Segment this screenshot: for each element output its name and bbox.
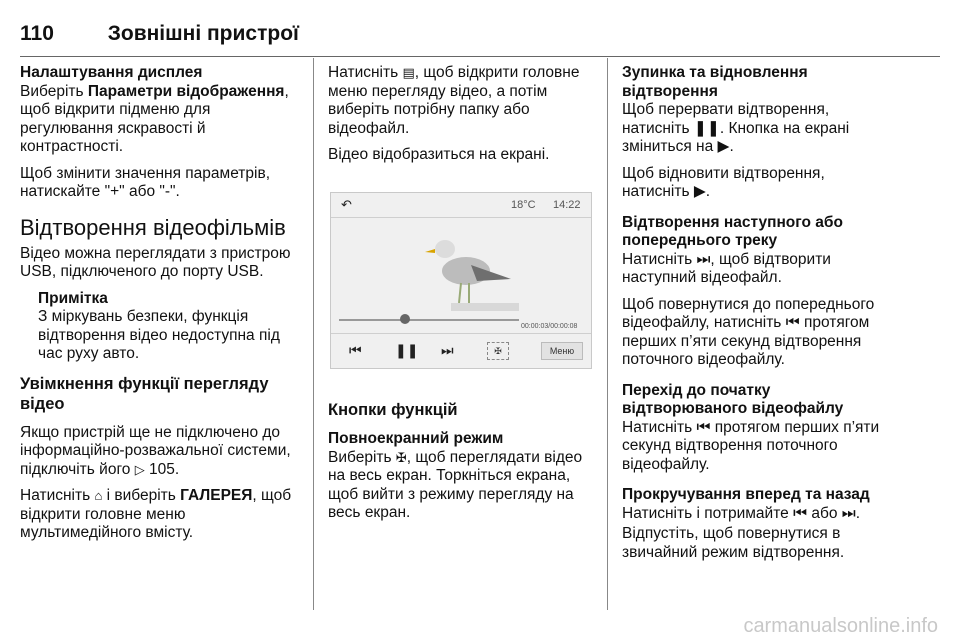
- paragraph-pause: Щоб перервати відтворення, натисніть ❚❚. Кнопка на екрані зміниться на ▶.: [622, 101, 850, 155]
- paragraph-next: Натисніть ⏭, щоб відтворити наступний відеофайл.: [622, 250, 831, 286]
- previous-track-icon[interactable]: ⏮: [349, 342, 362, 358]
- screen-menu-button[interactable]: Меню: [541, 342, 583, 360]
- column-divider-1: [313, 58, 314, 610]
- gallery-label: ГАЛЕРЕЯ: [180, 487, 253, 504]
- column-1: [20, 64, 302, 551]
- heading-display-settings: Налаштування дисплея: [20, 64, 203, 81]
- next-track-icon-inline: ⏭: [696, 250, 711, 268]
- heading-function-buttons: Кнопки функцій: [328, 401, 458, 419]
- folder-icon: ▤: [402, 65, 415, 80]
- paragraph-open-gallery: Натисніть ⌂ і виберіть ГАЛЕРЕЯ, щоб відкрити головне меню мультимедійного вмісту.: [20, 487, 292, 541]
- video-progress-knob[interactable]: [400, 314, 410, 324]
- screen-temperature: 18°C: [511, 199, 536, 211]
- page-number: 110: [20, 22, 54, 45]
- column-3: [622, 64, 890, 570]
- next-track-icon[interactable]: ⏭: [441, 342, 454, 358]
- paragraph-release: Відпустіть, щоб повернутися в звичайний режим відтворення.: [622, 525, 845, 561]
- paragraph-video-shown: Відео відобразиться на екрані.: [328, 146, 550, 163]
- note-title: Примітка: [38, 289, 108, 307]
- heading-enable-video: Увімкнення функції перегляду відео: [20, 374, 269, 413]
- paragraph-connect-device: Якщо пристрій ще не підключено до інформаційно-розважальної системи, підключіть його ▷ 105.: [20, 423, 291, 478]
- heading-fast-forward-rewind: Прокручування вперед та назад: [622, 486, 870, 503]
- pause-icon[interactable]: ❚❚: [395, 342, 419, 358]
- video-controls: [331, 333, 591, 368]
- paragraph-resume: Щоб відновити відтворення, натисніть ▶.: [622, 164, 825, 200]
- note-text: З міркувань безпеки, функція відтворення відео недоступна під час руху авто.: [38, 308, 280, 362]
- next-track-icon-inline-2: ⏭: [841, 504, 856, 522]
- heading-video-playback: Відтворення відеофільмів: [20, 214, 286, 240]
- column-2: [328, 64, 596, 173]
- paragraph-fullscreen: Виберіть ✠, щоб переглядати відео на весь екран. Торкніться екрана, щоб вийти з режиму перегляду на весь екран.: [328, 448, 583, 521]
- video-screen-illustration: [330, 192, 592, 369]
- previous-track-icon-inline-3: ⏮: [793, 504, 808, 522]
- screen-top-bar: [331, 193, 591, 218]
- column-2-lower: [328, 400, 596, 531]
- paragraph-change-values: Щоб змінити значення параметрів, натискайте "+" або "-".: [20, 164, 271, 200]
- paragraph-display-settings: Виберіть Параметри відображення, щоб відкрити підменю для регулювання яскравості й контрастності.: [20, 82, 289, 155]
- back-arrow-icon[interactable]: ↶: [341, 197, 352, 212]
- page-reference-icon: ▷: [134, 461, 145, 477]
- play-icon-inline: ▶: [717, 138, 730, 155]
- page-header: [20, 22, 299, 46]
- fullscreen-icon-inline: ✠: [395, 449, 407, 465]
- header-divider: [20, 56, 940, 57]
- previous-track-icon-inline: ⏮: [785, 314, 800, 331]
- home-icon: ⌂: [94, 488, 103, 503]
- paragraph-previous: Щоб повернутися до попереднього відеофайлу, натисніть ⏮ протягом перших п’яти секунд відтворення поточного відеофайлу.: [622, 295, 875, 368]
- seagull-illustration: [411, 221, 521, 313]
- screen-clock: 14:22: [553, 199, 581, 211]
- play-icon-inline-2: ▶: [693, 183, 706, 200]
- heading-fullscreen-mode: Повноекранний режим: [328, 430, 504, 447]
- safety-note: [38, 290, 302, 364]
- video-progress-bar[interactable]: [339, 319, 519, 321]
- previous-track-icon-inline-2: ⏮: [696, 418, 711, 436]
- paragraph-open-video-menu: Натисніть ▤, щоб відкрити головне меню перегляду відео, а потім виберіть потрібну папку або відеофайл.: [328, 64, 580, 137]
- link-display-parameters[interactable]: Параметри відображення: [87, 82, 285, 100]
- paragraph-hold: Натисніть і потримайте ⏮ або ⏭.: [622, 504, 861, 522]
- video-timecode: 00:00:03/00:00:08: [521, 323, 578, 330]
- pause-icon-inline: ❚❚: [693, 119, 720, 137]
- paragraph-video-usb: Відео можна переглядати з пристрою USB, підключеного до порту USB.: [20, 244, 291, 280]
- fullscreen-icon[interactable]: ✠: [487, 342, 509, 360]
- heading-jump-to-start: Перехід до початку відтворюваного відеофайлу: [622, 381, 844, 417]
- column-divider-2: [607, 58, 608, 610]
- heading-next-previous: Відтворення наступного або попереднього треку: [622, 213, 843, 249]
- paragraph-jump-start: Натисніть ⏮ протягом перших п’яти секунд відтворення поточного відеофайлу.: [622, 418, 880, 473]
- page-title: Зовнішні пристрої: [107, 22, 299, 45]
- heading-stop-resume: Зупинка та відновлення відтворення: [622, 64, 808, 100]
- watermark: carmanualsonline.info: [743, 615, 938, 637]
